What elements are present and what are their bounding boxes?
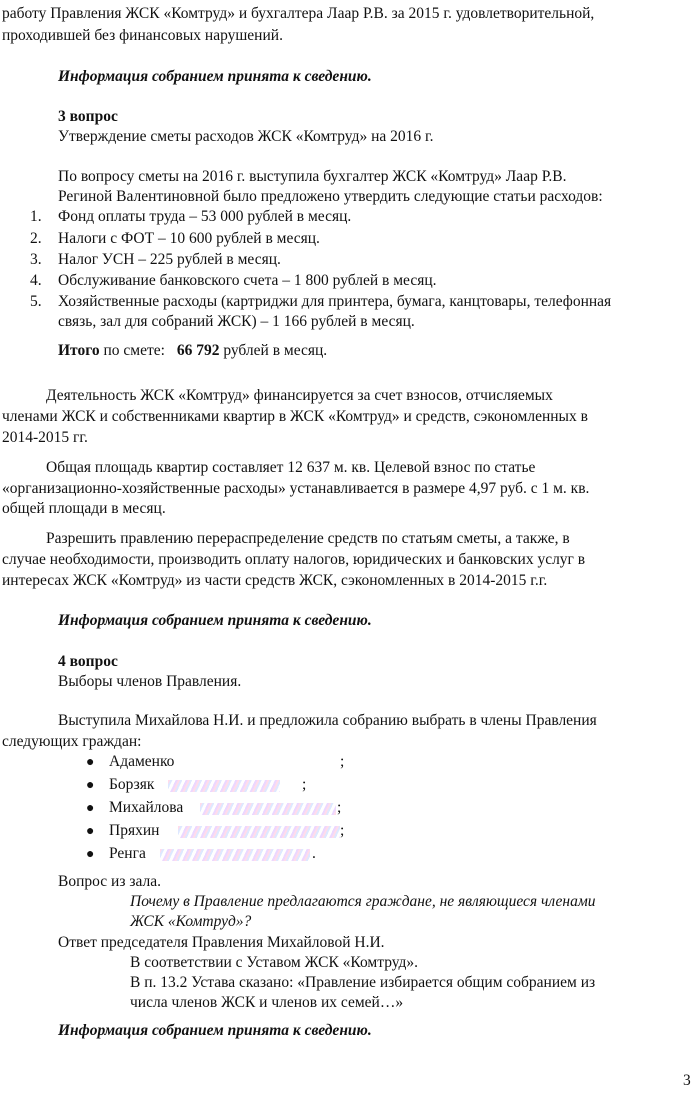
q3-speaker-line-2: Региной Валентиновной было предложено утвердить следующие статьи расходов:	[58, 188, 603, 205]
candidate-name: Борзяк	[109, 776, 155, 793]
item-text: Налог УСН – 225 рублей в месяц.	[58, 251, 281, 268]
candidate-name: Михайлова	[109, 799, 184, 816]
bullet-icon: ●	[86, 778, 95, 793]
redistribution-line-1: Разрешить правлению перераспределение средств по статьям сметы, а также, в	[46, 530, 570, 547]
area-line-3: общей площади в месяц.	[2, 500, 166, 517]
area-line-2: «организационно-хозяйственные расходы» устанавливается в размере 4,97 руб. с 1 м. кв.	[2, 480, 590, 497]
q3-subject: Утверждение сметы расходов ЖСК «Комтруд» на 2016 г.	[58, 128, 434, 145]
noted-statement-3: Информация собранием принята к сведению.	[58, 1022, 372, 1039]
candidate-name: Пряхин	[109, 822, 160, 839]
redacted-name	[160, 849, 310, 861]
item-text: Налоги с ФОТ – 10 600 рублей в месяц.	[58, 230, 320, 247]
redistribution-line-3: интересах ЖСК «Комтруд» из части средств ЖСК, сэкономленных в 2014-2015 г.г.	[2, 572, 548, 589]
q4-heading: 4 вопрос	[58, 653, 118, 670]
answer-line-2: В п. 13.2 Устава сказано: «Правление избирается общим собранием из	[130, 974, 596, 991]
q3-heading: 3 вопрос	[58, 108, 118, 125]
noted-statement-2: Информация собранием принята к сведению.	[58, 612, 372, 629]
item-number: 1.	[30, 208, 42, 225]
total-value: 66 792	[176, 342, 220, 359]
item-text-continued: связь, зал для собраний ЖСК) – 1 166 рублей в месяц.	[58, 313, 415, 330]
intro-line-2: проходившей без финансовых нарушений.	[2, 27, 283, 44]
financing-line-2: членами ЖСК и собственниками квартир в ЖСК «Комтруд» и средств, сэкономленных в	[2, 408, 588, 425]
financing-line-1: Деятельность ЖСК «Комтруд» финансируется за счет взносов, отчисляемых	[46, 387, 553, 404]
item-number: 4.	[30, 272, 42, 289]
item-number: 3.	[30, 251, 42, 268]
area-line-1: Общая площадь квартир составляет 12 637 м. кв. Целевой взнос по статье	[46, 459, 536, 476]
bullet-icon: ●	[86, 847, 95, 862]
page-number: 3	[683, 1072, 691, 1089]
total-unit: рублей в месяц.	[223, 342, 328, 359]
item-number: 2.	[30, 230, 42, 247]
q4-speaker-line-2: следующих граждан:	[2, 733, 142, 750]
candidate-name: Адаменко	[109, 753, 175, 770]
redistribution-line-2: случае необходимости, производить оплату налогов, юридических и банковских услуг в	[2, 551, 586, 568]
candidate-name: Ренга	[109, 845, 146, 862]
answer-line-1: В соответствии с Уставом ЖСК «Комтруд».	[130, 954, 419, 971]
candidate-end: ;	[302, 776, 307, 793]
redacted-name	[178, 826, 340, 838]
candidate-end: ;	[337, 799, 342, 816]
financing-line-3: 2014-2015 гг.	[2, 429, 88, 446]
hall-question-line-2: ЖСК «Комтруд»?	[130, 913, 252, 930]
q4-speaker-line-1: Выступила Михайлова Н.И. и предложила собранию выбрать в члены Правления	[58, 712, 597, 729]
q3-speaker-line-1: По вопросу сметы на 2016 г. выступила бухгалтер ЖСК «Комтруд» Лаар Р.В.	[58, 168, 567, 185]
candidate-end: .	[312, 845, 316, 862]
candidate-end: ;	[340, 753, 345, 770]
hall-question-label: Вопрос из зала.	[58, 873, 161, 890]
redacted-name	[200, 803, 336, 815]
total-label: Итого	[58, 342, 100, 359]
intro-line-1: работу Правления ЖСК «Комтруд» и бухгалтера Лаар Р.В. за 2015 г. удовлетворительной,	[2, 5, 595, 22]
bullet-icon: ●	[86, 824, 95, 839]
bullet-icon: ●	[86, 801, 95, 816]
redacted-name	[168, 780, 280, 792]
q4-subject: Выборы членов Правления.	[58, 673, 242, 690]
item-text: Хозяйственные расходы (картриджи для принтера, бумага, канцтовары, телефонная	[58, 293, 612, 310]
candidate-end: ;	[340, 822, 345, 839]
answer-line-3: числа членов ЖСК и членов их семей…»	[130, 994, 404, 1011]
noted-statement-1: Информация собранием принята к сведению.	[58, 68, 372, 85]
answer-label: Ответ председателя Правления Михайловой Н.И.	[58, 934, 385, 951]
item-text: Обслуживание банковского счета – 1 800 рублей в месяц.	[58, 272, 437, 289]
hall-question-line-1: Почему в Правление предлагаются граждане, не являющиеся членами	[130, 893, 596, 910]
total-text: по смете:	[103, 342, 165, 359]
estimate-total	[58, 341, 327, 361]
item-number: 5.	[30, 293, 42, 310]
item-text: Фонд оплаты труда – 53 000 рублей в месяц.	[58, 208, 352, 225]
bullet-icon: ●	[86, 755, 95, 770]
